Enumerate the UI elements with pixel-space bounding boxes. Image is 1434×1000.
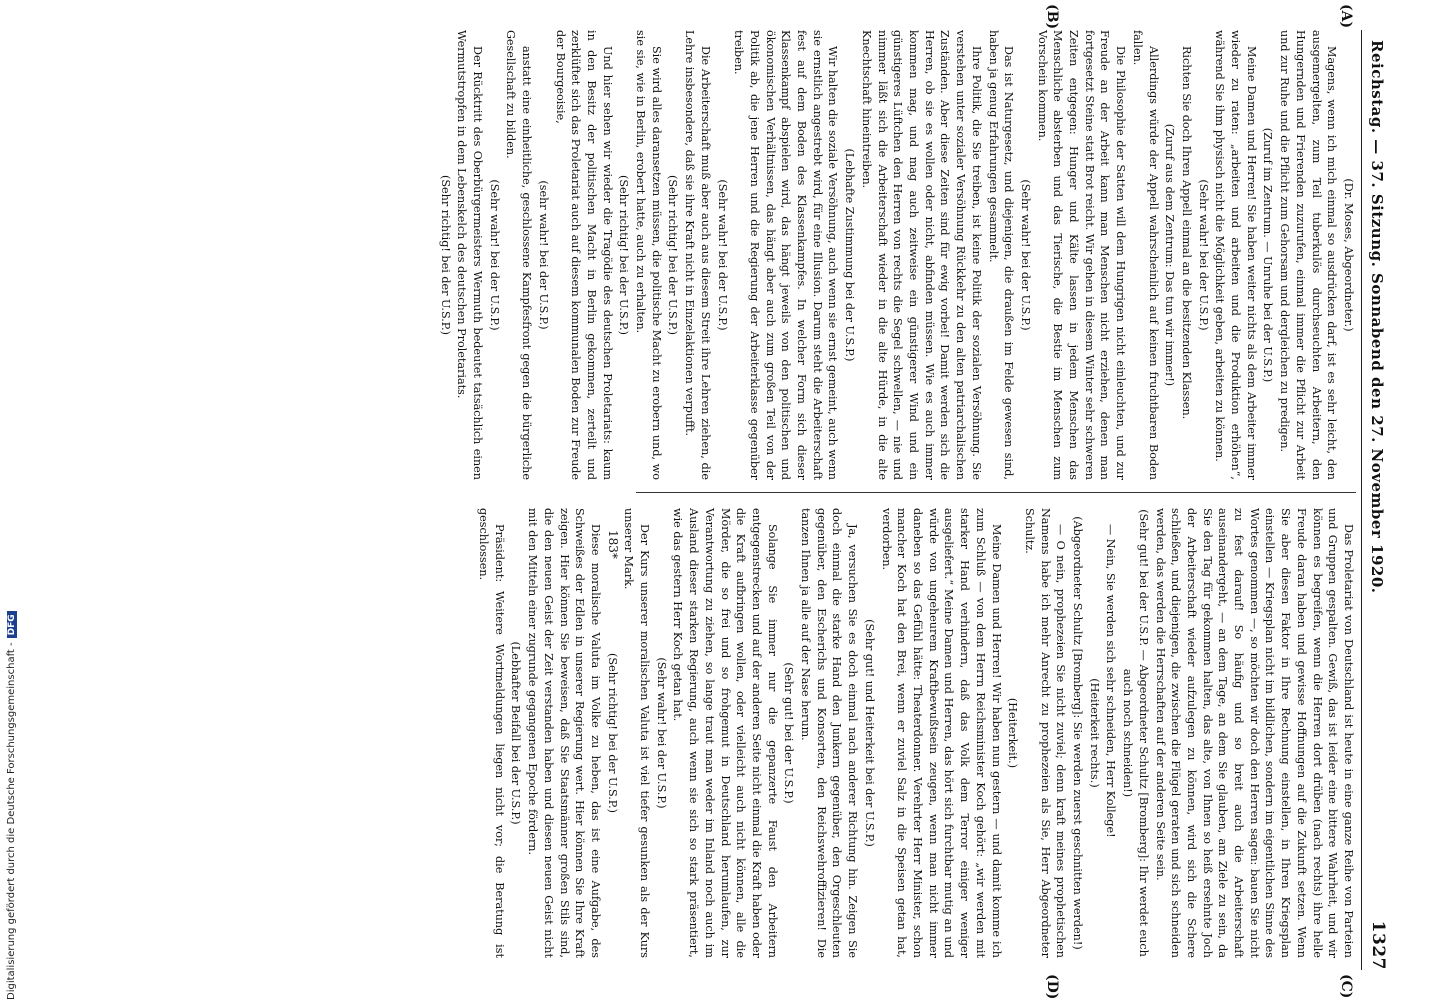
page-number: 1327 [1368, 920, 1388, 970]
paragraph: Und hier sehen wir wieder die Tragödie des deutschen Proletariats: kaum in den Besitz der politischen Macht in Berlin gekommen, zerteilt und zerklüftet sich das Proletariat auch auf diesem kommunalen Boden zur Freude der Bourgeoisie, [553, 30, 614, 480]
signature-mark: 183* [606, 530, 620, 559]
paragraph: anstatt eine einheitliche, geschlossene Kampfesfront gegen die bürgerliche Gesellschaft zu bilden. [504, 30, 534, 480]
interjection: (Lebhafte Zustimmung bei der U.S.P.) [843, 148, 857, 362]
interjection: (Sehr richtig! bei der U.S.P.) [617, 174, 631, 335]
paragraph: Sie wird alles daransetzen müssen, die politische Macht zu erobern und, wo sie sie, wie in Berlin, erobert hatte, auch zu erhalten. [634, 30, 663, 480]
paragraph: Diese moralische Valuta im Volke zu heben, das ist eine Aufgabe, des Schweißes der Edlen in unserer Regierung wert. Hier können Sie Ihre Kraft zeigen. Hier können Sie beweisen, daß Sie Staatsmänner großen Stils sind, die den neuen Geist der Zeit verstanden haben und diesen neuen Geist nicht mit den Mitteln einer zugrunde gegangenen Epoche fördern. [526, 508, 602, 958]
dfg-logo: DFG [7, 611, 17, 638]
left-column [436, 30, 1356, 480]
interjection: (Sehr richtig! bei der U.S.P.) [605, 652, 619, 813]
interjection: (Dr. Moses, Abgeordneter.) [1342, 178, 1355, 332]
interjection: (Sehr wahr! bei der U.S.P.) [1018, 179, 1032, 331]
interjection: (Abgeordneter Schultz [Bromberg]: Sie werden zuerst geschnitten werden!) [1071, 516, 1085, 950]
paragraph: Der Rücktritt des Oberbürgermeisters Wermuth bedeutet tatsächlich einen Wermutstropfen in dem Lebenskelch des deutschen Proletariats. [455, 30, 485, 480]
paragraph: Das ist Naturgesetz, und diejenigen, die draußen im Felde gewesen sind, haben ja genug Erfahrungen gesammelt. [986, 30, 1016, 480]
header-title: Reichstag. — 37. Sitzung. Sonnabend den 27. November 1920. [1368, 40, 1386, 594]
paragraph: Präsident: Weitere Wortmeldungen liegen nicht vor; die Beratung ist geschlossen. [477, 508, 506, 958]
paragraph: Der Kurs unserer moralischen Valuta ist viel tiefer gesunken als der Kurs unserer Mark. [622, 508, 652, 958]
paragraph: Magens, wenn ich mich einmal so ausdrücken darf, ist es sehr leicht, den ausgemergelten, zum Teil tuberkulös durchseuchten Arbeitern, den Hungernden und Frierenden zuzurufen, einmal immer die Pflicht zur Arbeit und zur Ruhe und die Pflicht zum Gehorsam und dergleichen zu predigen. [1278, 30, 1339, 480]
paragraph: Allerdings würde der Appell wahrscheinlich auf keinen fruchtbaren Boden fallen. [1130, 30, 1160, 480]
paragraph: — Nein, Sie werden sich sehr schneiden, Herr Kollege! [1104, 524, 1118, 838]
interjection: (Zuruf im Zentrum. — Unruhe bei der U.S.P.) [1261, 127, 1275, 383]
interjection: (Sehr gut! bei der U.S.P. — Abgeordneter Schultz [Bromberg]: Ihr werdet euch auch noch schneiden!) [1121, 509, 1150, 957]
interjection: (Sehr wahr! bei der U.S.P.) [1196, 179, 1210, 331]
interjection: (Sehr gut! und Heiterkeit bei der U.S.P.) [862, 619, 876, 847]
column-divider [636, 492, 1356, 493]
interjection: (Heiterkeit.) [1006, 697, 1020, 769]
margin-mark-c: (C) [1338, 974, 1354, 999]
margin-mark-d: (D) [1044, 974, 1060, 1000]
interjection: (Sehr wahr! bei der U.S.P.) [487, 179, 501, 331]
paragraph: Die Arbeiterschaft muß aber auch aus diesem Streit ihre Lehren ziehen, die Lehre insbesondere, daß sie ihre Kraft nicht in Einzelaktionen verpufft. [683, 30, 712, 480]
paragraph: Ihre Politik, die Sie treiben, ist keine Politik der sozialen Versöhnung. Sie verstehen unter sozialer Versöhnung Rückkehr zu den alten patriarchalischen Zuständen. Aber diese Zeiten sind für ewig vorbei! Damit werden sich die Herren, ob sie es wollen oder nicht, abfinden müssen. Wie es auch immer kommen mag, und mag auch zeitweise ein günstigerer Wind und ein günstigeres Lüftchen den Herren von rechts die Segel schwellen, — nie und nimmer läßt sich die Arbeiterschaft wieder in die alte Hürde, in die alte Knechtschaft hineintreiben. [859, 30, 983, 480]
interjection: (Sehr richtig! bei der U.S.P.) [438, 174, 452, 335]
interjection: (sehr wahr! bei der U.S.P.) [536, 180, 550, 330]
paragraph: Ja, versuchen Sie es doch einmal nach anderer Richtung hin. Zeigen Sie doch einmal die starke Hand den Junkern gegenüber, den Orgeschleuten gegenüber, den Escherichs und Konsorten, den Reichswehroffizieren! Die tanzen Ihnen ja alle auf der Nase herum. [799, 508, 860, 958]
paragraph: Das Proletariat von Deutschland ist heute in eine ganze Reihe von Parteien und Gruppen gespalten. Gewiß, das ist leider eine bittere Wahrheit, und wir können es begreifen, wenn die Herren dort drüben (nach rechts) ihre helle Freude daran haben und gewisse Hoffnungen auf die Zukunft setzen. Wenn Sie aber diesen Faktor in Ihre Rechnung einstellen, in Ihren Kriegsplan einstellen — Kriegsplan nicht im bildlichen, sondern im eigentlichen Sinne des Wortes genommen —, so möchten wir doch den Herren sagen: bauen Sie nicht zu fest darauf! So häufig und so breit auch die Arbeiterschaft auseinandergeht, — an dem Tage, an dem Sie glauben, am Ziele zu sein, da Sie den Tag für gekommen halten, das alte, von Ihnen so heiß ersehnte Joch der Arbeiterschaft wieder aufzulegen zu können, wird sich die Schere schließen, und diejenigen, die zwischen die Flügel geraten und sich schneiden werden, das werden die Herrschaften auf der anderen Seite sein. [1153, 508, 1355, 958]
right-column [474, 508, 1356, 958]
margin-mark-b: (B) [1044, 4, 1060, 30]
paragraph: — O nein, prophezeien Sie nicht zuviel; denn kraft meines prophetischen Namens habe ich mehr Anrecht zu prophezeien als Sie, Herr Abgeordneter Schultz. [1022, 508, 1068, 958]
interjection: (Sehr gut! bei der U.S.P.) [782, 662, 796, 804]
paragraph: Richten Sie doch Ihren Appell einmal an die besitzenden Klassen. [1179, 46, 1193, 420]
interjection: (Heiterkeit rechts.) [1087, 678, 1101, 788]
interjection: (Zuruf aus dem Zentrum: Das tun wir immer!) [1163, 123, 1177, 387]
document-page [60, 4, 1390, 1000]
funding-note [6, 10, 17, 1000]
interjection: (Sehr richtig! bei der U.S.P.) [666, 174, 680, 335]
margin-mark-a: (A) [1338, 4, 1354, 29]
interjection: (Lebhafter Beifall bei der U.S.P.) [509, 641, 523, 825]
paragraph: Meine Damen und Herren! Wir haben nun gestern — und damit komme ich zum Schluß — von dem Herrn Reichsminister Koch gehört: „wir werden mit starker Hand verhindern, daß das Volk dem Terror einiger weniger ausgeliefert.“ Meine Damen und Herren, das hört sich furchtbar mutig an und würde von ungeheurem Kraftbewußtsein zeugen, wenn man nicht immer daneben so das Gefühl hätte: Theaterdonner. Verehrter Herr Minister, schon mancher Koch hat den Brei, wenn er zuviel Salz in die Speisen getan hat, verdorben. [879, 508, 1003, 958]
funding-sidebar [6, 0, 20, 1000]
paragraph: Meine Damen und Herren! Sie haben weiter nichts als dem Arbeiter immer wieder zu raten: „arbeiten und arbeiten und die Produktion erhöhen“, während Sie ihm physisch nicht die Möglichkeit geben, arbeiten zu können. [1213, 30, 1258, 480]
page-header [1361, 30, 1390, 970]
paragraph: Die Philosophie der Satten will dem Hungrigen nicht einleuchten, und zur Freude an der Arbeit kann man Menschen nicht erziehen, denen man fortgesetzt Steine statt Brot reicht. Wir gehen in diesem Winter sehr schweren Zeiten entgegen: Hunger und Kälte lassen in jedem Menschen das Menschliche absterben und das Tierische, die Bestie im Menschen zum Vorschein kommen. [1035, 30, 1128, 480]
interjection: (Sehr wahr! bei der U.S.P.) [654, 657, 668, 809]
paragraph: Solange Sie immer nur die gepanzerte Faust den Arbeitern entgegenstrecken und auf der anderen Seite nicht einmal die Kraft haben oder die Kraft aufbringen wollen, oder vielleicht auch nicht können, alle die Mörder, die so frei und so frohgemut in Deutschland herumlaufen, zur Verantwortung zu ziehen, so lange traut man weder im Inland noch auch im Ausland dieser starken Regierung, auch wenn sie sich so stark präsentiert, wie das gestern Herr Koch getan hat. [671, 508, 779, 958]
interjection: (Sehr wahr! bei der U.S.P.) [715, 179, 729, 331]
funding-text: Digitalisierung gefördert durch die Deutsche Forschungsgemeinschaft - [6, 642, 17, 1000]
paragraph: Wir halten die soziale Versöhnung, auch wenn sie ernst gemeint, auch wenn sie ernstlich angestrebt wird, für eine Illusion. Darum steht die Arbeiterschaft fest auf dem Boden des Klassenkampfes. In welcher Form sich dieser Klassenkampf abspielen wird, das hängt jeweils von den politischen und ökonomischen Verhältnissen, das hängt aber auch zum großen Teil von der Politik ab, die jene Herren und die Regierung der Arbeiterklasse gegenüber treiben. [732, 30, 840, 480]
